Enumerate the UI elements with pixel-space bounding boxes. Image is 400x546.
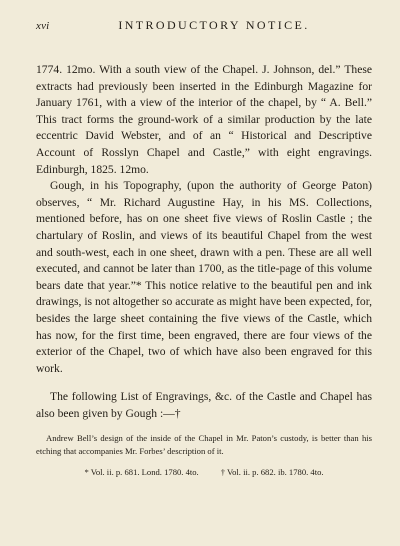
running-title: INTRODUCTORY NOTICE. <box>118 18 310 32</box>
footnote-dagger: † Vol. ii. p. 682. ib. 1780. 4to. <box>220 466 324 477</box>
page-number: xvi <box>36 20 50 32</box>
note-text: Andrew Bell’s design of the inside of the Chapel in Mr. Paton’s custody, is better than his etching that accompanies Mr. Forbes’ description of it. <box>36 433 372 457</box>
running-head <box>36 18 372 44</box>
paragraph-list-intro: The following List of Engravings, &c. of the Castle and Chapel has also been given by Gough :—† <box>36 390 372 420</box>
paragraph-continued: 1774. 12mo. With a south view of the Chapel. J. Johnson, del.” These extracts had previously been inserted in the Edinburgh Magazine for January 1761, with a view of the interior of the chapel, by “ A. Bell.” This tract forms the ground-work of a similar production by the late eccentric David Webster, and of an “ Historical and Descriptive Account of Rosslyn Chapel and Castle,” with eight engravings. Edinburgh, 1825. 12mo. <box>36 63 372 176</box>
paragraph-gough: Gough, in his Topography, (upon the authority of George Paton) observes, “ Mr. Richard Augustine Hay, in his MS. Collections, mentioned before, has on one sheet five views of Roslin Castle ; the chartulary of Roslin, and views of its beautiful Chapel from the west and south-west, each in one sheet, drawn with a pen. These are all well executed, and cannot be later than 1700, as the title-page of this volume bears date that year.”* This notice relative to the beautiful pen and ink drawings, is not altogether so accurate as might have been expected, for, besides the large sheet containing the five views of the Castle, which has now, for the first time, been engraved, there are four views of the exterior of the Chapel, two of which have also been engraved for this work. <box>36 179 372 375</box>
body-text <box>36 62 372 422</box>
footnote-asterisk: * Vol. ii. p. 681. Lond. 1780. 4to. <box>84 466 199 477</box>
quoted-note <box>36 432 372 457</box>
book-page <box>36 18 372 478</box>
footnotes <box>36 466 372 478</box>
